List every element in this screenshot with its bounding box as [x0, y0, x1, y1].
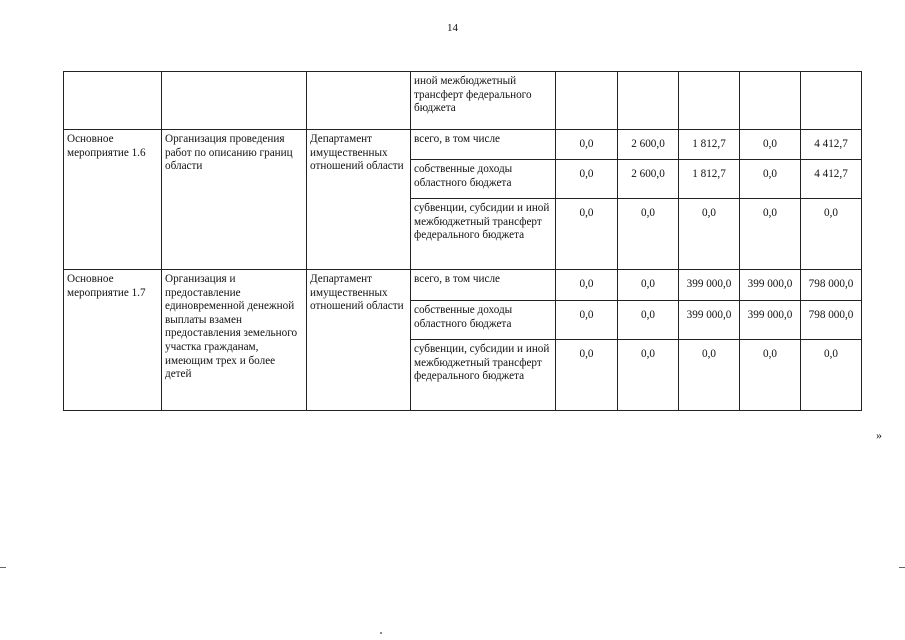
description-cell	[162, 72, 307, 130]
value-cell: 1 812,7	[679, 160, 740, 199]
value-cell: 0,0	[740, 160, 801, 199]
value-cell: 0,0	[679, 340, 740, 411]
scan-edge-mark	[899, 567, 905, 568]
value-cell: 0,0	[556, 301, 618, 340]
closing-quote: »	[876, 428, 882, 442]
value-cell: 0,0	[618, 340, 679, 411]
scan-edge-mark	[0, 567, 6, 568]
description-cell: Организация проведения работ по описанию границ области	[162, 130, 307, 270]
value-cell: 0,0	[740, 340, 801, 411]
value-cell	[679, 72, 740, 130]
event-cell: Основное мероприятие 1.7	[64, 270, 162, 411]
funding-source-cell: всего, в том числе	[411, 270, 556, 301]
page-number: 14	[447, 22, 458, 34]
funding-source-cell: иной межбюджетный трансферт федерального бюджета	[411, 72, 556, 130]
value-cell: 4 412,7	[801, 130, 862, 160]
value-cell: 0,0	[740, 130, 801, 160]
value-cell: 0,0	[801, 340, 862, 411]
funding-source-cell: субвенции, субсидии и иной межбюджетный трансферт федерального бюджета	[411, 340, 556, 411]
value-cell: 2 600,0	[618, 130, 679, 160]
value-cell	[740, 72, 801, 130]
value-cell: 399 000,0	[740, 301, 801, 340]
funding-source-cell: субвенции, субсидии и иной межбюджетный трансферт федерального бюджета	[411, 199, 556, 270]
value-cell: 0,0	[618, 270, 679, 301]
value-cell: 399 000,0	[679, 270, 740, 301]
value-cell: 0,0	[556, 270, 618, 301]
executor-cell	[307, 72, 411, 130]
funding-source-cell: собственные доходы областного бюджета	[411, 160, 556, 199]
event-cell	[64, 72, 162, 130]
value-cell: 0,0	[556, 130, 618, 160]
value-cell: 0,0	[618, 199, 679, 270]
table-row	[64, 130, 862, 160]
value-cell: 0,0	[618, 301, 679, 340]
value-cell: 0,0	[556, 340, 618, 411]
value-cell: 399 000,0	[679, 301, 740, 340]
value-cell: 0,0	[801, 199, 862, 270]
budget-table	[63, 71, 862, 411]
value-cell	[556, 72, 618, 130]
value-cell: 0,0	[679, 199, 740, 270]
description-cell: Организация и предоставление единовременной денежной выплаты взамен предоставления земельного участка гражданам, имеющим трех и более детей	[162, 270, 307, 411]
value-cell: 0,0	[740, 199, 801, 270]
value-cell: 399 000,0	[740, 270, 801, 301]
value-cell	[801, 72, 862, 130]
scan-dot	[380, 632, 382, 634]
executor-cell: Департамент имущественных отношений области	[307, 270, 411, 411]
value-cell	[618, 72, 679, 130]
value-cell: 0,0	[556, 199, 618, 270]
funding-source-cell: всего, в том числе	[411, 130, 556, 160]
value-cell: 4 412,7	[801, 160, 862, 199]
event-cell: Основное мероприятие 1.6	[64, 130, 162, 270]
executor-cell: Департамент имущественных отношений области	[307, 130, 411, 270]
table-row	[64, 270, 862, 301]
value-cell: 798 000,0	[801, 270, 862, 301]
value-cell: 798 000,0	[801, 301, 862, 340]
value-cell: 0,0	[556, 160, 618, 199]
value-cell: 1 812,7	[679, 130, 740, 160]
funding-source-cell: собственные доходы областного бюджета	[411, 301, 556, 340]
value-cell: 2 600,0	[618, 160, 679, 199]
table-row	[64, 72, 862, 130]
